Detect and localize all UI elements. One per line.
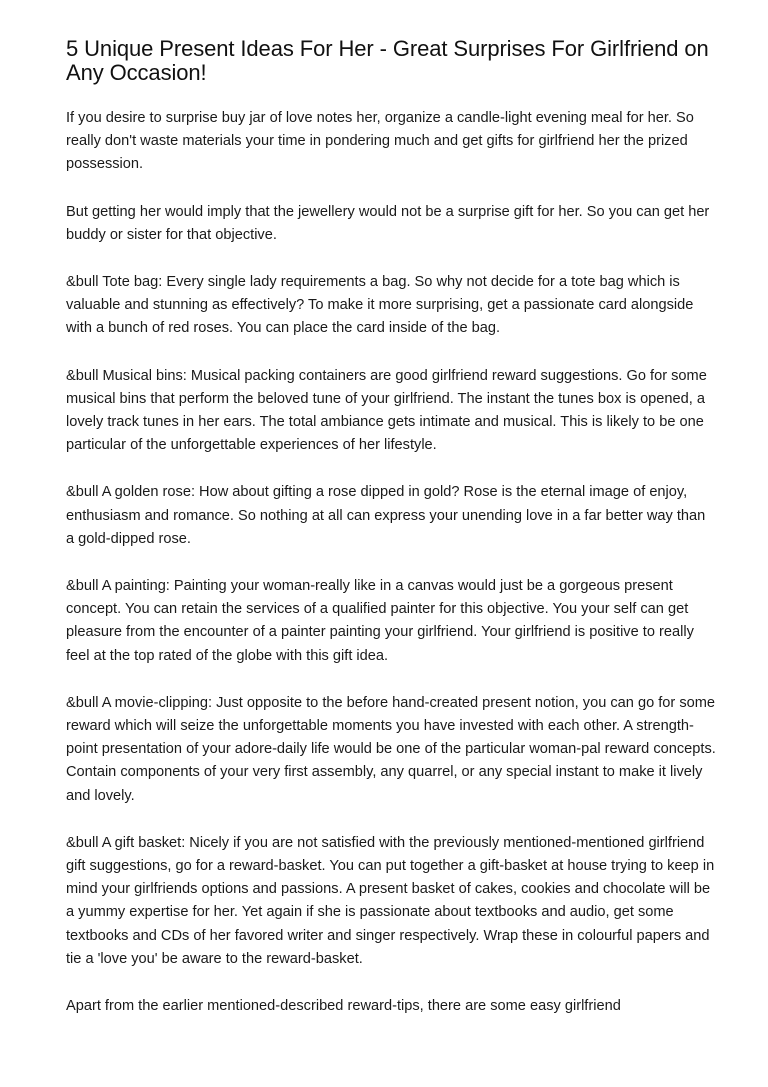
paragraph: &bull A golden rose: How about gifting a rose dipped in gold? Rose is the eternal image of enjoy, enthusiasm and romance. So nothing at all can express your unending love in a far better way than a gold-dipped rose. [66,484,706,547]
document-title: 5 Unique Present Ideas For Her - Great Surprises For Girlfriend on Any Occasion! [66,36,709,85]
paragraph: &bull Musical bins: Musical packing containers are good girlfriend reward suggestions. Go for some musical bins that perform the beloved tune of your girlfriend. The instant the tunes box is opened, a lovely track tunes in her ears. The total ambiance gets intimate and musical. This is likely to be one particular of the unforgettable experiences of her lifestyle. [66,367,707,454]
paragraph: &bull Tote bag: Every single lady requirements a bag. So why not decide for a tote bag which is valuable and stunning as effectively? To make it more surprising, get a passionate card alongside with a bunch of red roses. You can place the card inside of the bag. [66,274,694,337]
paragraph: &bull A painting: Painting your woman-really like in a canvas would just be a gorgeous present concept. You can retain the services of a qualified painter for this objective. You your self can get pleasure from the encounter of a painter painting your girlfriend. Your girlfriend is positive to really feel at the top rated of the globe with this gift idea. [66,578,694,664]
document-page [66,37,716,1042]
paragraph: Apart from the earlier mentioned-described reward-tips, there are some easy girlfriend [66,998,621,1015]
paragraph: &bull A gift basket: Nicely if you are not satisfied with the previously mentioned-mentioned girlfriend gift suggestions, go for a reward-basket. You can put together a gift-basket at house trying to keep in mind your girlfriends options and passions. A present basket of cakes, cookies and chocolate will be a yummy expertise for her. Yet again if she is passionate about textbooks and audio, get some textbooks and CDs of her favored writer and singer respectively. Wrap these in colourful papers and tie a 'love you' be aware to the reward-basket. [66,834,715,967]
paragraph: &bull A movie-clipping: Just opposite to the before hand-created present notion, you can go for some reward which will seize the unforgettable moments you have invested with each other. A strength-point presentation of your adore-daily life would be one of the particular woman-pal reward concepts. Contain components of your very first assembly, any quarrel, or any special instant to make it lively and lovely. [66,694,716,804]
document-body [66,107,716,1018]
paragraph: But getting her would imply that the jewellery would not be a surprise gift for her. So you can get her buddy or sister for that objective. [66,203,710,243]
paragraph: If you desire to surprise buy jar of love notes her, organize a candle-light evening meal for her. So really don't waste materials your time in pondering much and get gifts for girlfriend her the prized possession. [66,110,694,173]
